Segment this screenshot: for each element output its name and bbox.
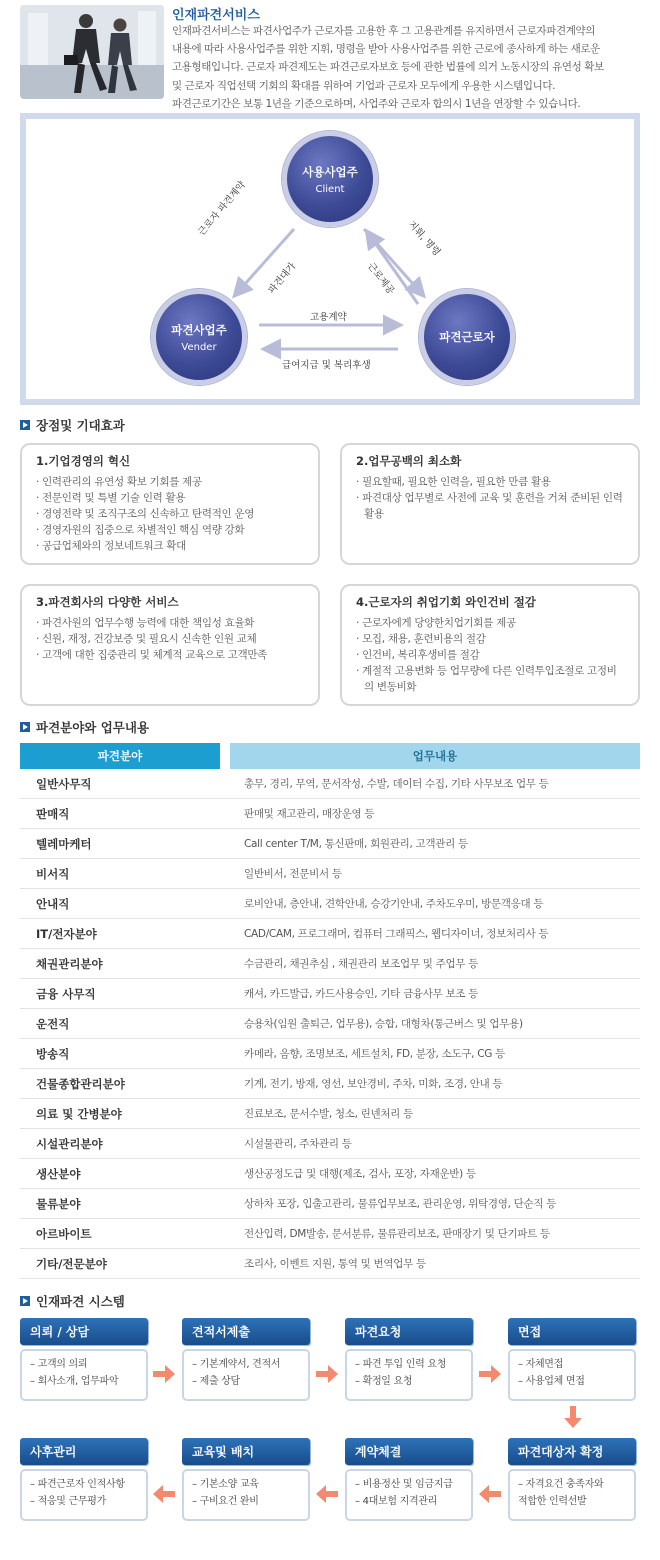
- process-step-line: – 4대보험 지격관리: [355, 1496, 438, 1507]
- duty-cell: 일반비서, 전문비서 등: [244, 868, 342, 880]
- benefit-item: · 전문인력 및 특별 기술 인력 활용: [36, 490, 304, 506]
- benefit-title: 2.업무공백의 최소화: [356, 454, 462, 468]
- benefit-item: · 파견사원의 업무수행 능력에 대한 책임성 효율화: [36, 615, 304, 631]
- duty-cell: 총무, 경리, 무역, 문서작성, 수발, 데이터 수집, 기타 사무보조 업무 등: [244, 778, 549, 790]
- duty-cell: 판매및 재고관리, 매장운영 등: [244, 808, 375, 820]
- process-step-line: – 확정일 요청: [355, 1376, 413, 1387]
- table-row: [20, 1039, 640, 1069]
- duty-cell: 생산공정도급 및 대행(제조, 검사, 포장, 자재운반) 등: [244, 1168, 476, 1180]
- process-step-line: – 파견근로자 인적사항: [30, 1479, 125, 1490]
- process-step-title: 계약체결: [345, 1438, 473, 1465]
- process-step-line: – 구비요건 완비: [192, 1496, 259, 1507]
- field-cell: 안내직: [36, 896, 70, 911]
- process-step: [182, 1318, 310, 1401]
- duty-cell: Call center T/M, 통신판매, 회원관리, 고객관리 등: [244, 838, 468, 850]
- table-row: [20, 949, 640, 979]
- fields-heading-text: 파견분야와 업무내용: [36, 720, 150, 735]
- field-cell: 텔레마케터: [36, 836, 92, 851]
- process-step: [182, 1438, 310, 1521]
- process-step-line: – 고객의 의뢰: [30, 1359, 88, 1370]
- benefit-box: [340, 584, 640, 706]
- process-step-line: – 제출 상담: [192, 1376, 240, 1387]
- intro-line: 파견근로기간은 보통 1년을 기준으로하며, 사업주와 근로자 합의시 1년을 연장할 수 있습니다.: [172, 97, 581, 110]
- vendor-english: Vender: [181, 341, 217, 353]
- duty-cell: 카메라, 음향, 조명보조, 세트설치, FD, 분장, 소도구, CG 등: [244, 1048, 505, 1060]
- wages-label: 급여지급 및 복리후생: [282, 360, 371, 371]
- employment-label: 고용계약: [310, 312, 347, 323]
- benefit-box: [340, 443, 640, 565]
- table-row: [20, 979, 640, 1009]
- labor-label: 근로제공: [364, 260, 397, 297]
- business-people-image: [20, 5, 164, 99]
- field-cell: 방송직: [36, 1046, 70, 1061]
- benefit-item: · 모집, 채용, 훈련비용의 절감: [356, 631, 624, 647]
- process-step-line: – 사용업체 면접: [518, 1376, 585, 1387]
- duty-cell: 상하차 포장, 입출고관리, 물류업무보조, 관리운영, 위탁경영, 단순직 등: [244, 1198, 557, 1210]
- intro-line: 고용형태입니다. 근로자 파견제도는 파견근로자보호 등에 관한 법률에 의거 노동시장의 유연성 확보: [172, 61, 604, 74]
- table-row: [20, 1099, 640, 1129]
- flow-arrow-icon: [477, 1361, 503, 1387]
- process-step-line: – 기본소양 교육: [192, 1479, 259, 1490]
- table-row: [20, 1189, 640, 1219]
- benefits-heading: [20, 416, 125, 434]
- benefit-item: · 신원, 재정, 건강보증 및 필요시 신속한 인원 교체: [36, 631, 304, 647]
- fields-table: [20, 743, 640, 1279]
- process-step-title: 교육및 배치: [182, 1438, 310, 1465]
- table-row: [20, 1009, 640, 1039]
- table-header: [20, 743, 640, 769]
- col-field-header: 파견분야: [20, 743, 220, 769]
- table-row: [20, 769, 640, 799]
- field-cell: 채권관리분야: [36, 956, 103, 971]
- process-step-body: [20, 1349, 148, 1401]
- process-step-line: – 파견 투입 인력 요청: [355, 1359, 447, 1370]
- process-step-body: [345, 1469, 473, 1521]
- benefit-item: · 경영자원의 집중으로 차별적인 핵심 역량 강화: [36, 522, 304, 538]
- command-label: 지휘, 명령: [405, 219, 443, 259]
- process-step-body: [20, 1469, 148, 1521]
- process-step: [20, 1318, 148, 1401]
- intro-line: 내용에 따라 사용사업주를 위한 지휘, 명령을 받아 사용사업주를 위한 근로에 종사하게 하는 새로운: [172, 43, 600, 56]
- field-cell: IT/전자분야: [36, 926, 97, 941]
- field-cell: 운전직: [36, 1016, 70, 1031]
- benefit-item: · 인력관리의 유연성 확보 기회를 제공: [36, 474, 304, 490]
- process-step-body: [508, 1349, 636, 1401]
- table-row: [20, 889, 640, 919]
- process-step: [20, 1438, 148, 1521]
- process-step-body: [182, 1349, 310, 1401]
- field-cell: 생산분야: [36, 1166, 81, 1181]
- benefit-item: · 경영전략 및 조직구조의 신속하고 탄력적인 운영: [36, 506, 304, 522]
- process-step-line: – 자격요건 충족자와: [518, 1479, 604, 1490]
- flow-arrow-icon: [314, 1481, 340, 1507]
- benefit-box: [20, 443, 320, 565]
- section-bullet-icon: [20, 722, 30, 732]
- benefit-item: · 근로자에게 당양한치업기회를 제공: [356, 615, 624, 631]
- process-step: [345, 1438, 473, 1521]
- process-step-title: 파견대상자 확정: [508, 1438, 636, 1465]
- duty-cell: CAD/CAM, 프로그래머, 컴퓨터 그래픽스, 웹디자이너, 정보처리사 등: [244, 928, 549, 940]
- worker-name: 파견근로자: [439, 330, 495, 344]
- field-cell: 건물종합관리분야: [36, 1076, 125, 1091]
- field-cell: 물류분야: [36, 1196, 81, 1211]
- fields-heading: [20, 718, 149, 736]
- process-step-body: [182, 1469, 310, 1521]
- duty-cell: 로비안내, 층안내, 견학안내, 승강기안내, 주차도우미, 방문객응대 등: [244, 898, 544, 910]
- duty-cell: 전산입력, DM발송, 문서분류, 물류관리보조, 판매장기 및 단기파트 등: [244, 1228, 550, 1240]
- table-row: [20, 1249, 640, 1279]
- field-cell: 비서직: [36, 866, 70, 881]
- duty-cell: 수금관리, 채권추심 , 채권관리 보조업무 및 주업무 등: [244, 958, 479, 970]
- table-row: [20, 1069, 640, 1099]
- worker-node: [419, 289, 515, 385]
- intro-line: 및 근로자 직업선택 기회의 확대를 위하여 기업과 근로자 모두에게 우용한 시스템입니다.: [172, 79, 556, 92]
- table-row: [20, 859, 640, 889]
- process-step-title: 면접: [508, 1318, 636, 1345]
- benefit-item: · 파견대상 업무별로 사전에 교육 및 훈련을 거쳐 준비된 인력활용: [356, 490, 624, 522]
- table-body: [20, 769, 640, 1279]
- duty-cell: 시설물관리, 주차관리 등: [244, 1138, 352, 1150]
- benefit-item: · 공급업체와의 정보네트워크 확대: [36, 538, 304, 554]
- process-step-line: – 기본계약서, 견적서: [192, 1359, 281, 1370]
- field-cell: 시설관리분야: [36, 1136, 103, 1151]
- table-row: [20, 1159, 640, 1189]
- process-step: [345, 1318, 473, 1401]
- system-heading: [20, 1292, 125, 1310]
- table-row: [20, 799, 640, 829]
- benefit-title: 3.파견회사의 다양한 서비스: [36, 595, 179, 609]
- vendor-name: 파견사업주: [171, 322, 227, 337]
- field-cell: 금융 사무직: [36, 986, 96, 1001]
- col-duty-header: 업무내용: [230, 743, 640, 769]
- dispatch-relationship-diagram: [20, 113, 640, 405]
- duty-cell: 캐셔, 카드발급, 카드사용승인, 기타 금융사무 보조 등: [244, 988, 479, 1000]
- table-row: [20, 919, 640, 949]
- flow-arrow-icon: [151, 1361, 177, 1387]
- benefit-item: · 고객에 대한 집중관리 및 체계적 교육으로 고객만족: [36, 647, 304, 663]
- benefit-title: 4.근로자의 취업기회 와인건비 절감: [356, 595, 536, 609]
- process-step-line: 적합한 인력선발: [518, 1496, 587, 1507]
- duty-cell: 승용차(임원 출퇴근, 업무용), 승합, 대형차(통근버스 및 업무용): [244, 1018, 523, 1030]
- duty-cell: 진료보조, 문서수발, 청소, 린넨처리 등: [244, 1108, 413, 1120]
- client-name: 사용사업주: [302, 164, 358, 179]
- process-step: [508, 1318, 636, 1401]
- benefits-heading-text: 장점및 기대효과: [36, 418, 125, 433]
- flow-arrow-icon: [560, 1404, 586, 1430]
- system-heading-text: 인재파견 시스템: [36, 1294, 125, 1309]
- duty-cell: 조리사, 이벤트 지원, 통역 및 번역업무 등: [244, 1258, 426, 1270]
- table-row: [20, 1129, 640, 1159]
- field-cell: 아르바이트: [36, 1226, 92, 1241]
- intro-photo: [20, 5, 164, 99]
- process-step-line: – 비용정산 및 임금지급: [355, 1479, 453, 1490]
- process-step-body: [345, 1349, 473, 1401]
- process-step-line: – 자체면접: [518, 1359, 564, 1370]
- process-step-line: – 회사소개, 업무파악: [30, 1376, 119, 1387]
- flow-arrow-icon: [477, 1481, 503, 1507]
- intro-line: 인재파견서비스는 파견사업주가 근로자를 고용한 후 그 고용관계를 유지하면서 근로자파견계약의: [172, 25, 595, 37]
- benefit-item: · 필요할때, 필요한 인력을, 필요한 만큼 활용: [356, 474, 624, 490]
- table-row: [20, 829, 640, 859]
- field-cell: 의료 및 간병분야: [36, 1106, 122, 1121]
- flow-arrow-icon: [314, 1361, 340, 1387]
- intro-title: 인재파견서비스: [172, 8, 260, 23]
- process-step-body: [508, 1469, 636, 1521]
- benefit-title: 1.기업경영의 혁신: [36, 454, 131, 468]
- process-step-line: – 적응및 근무평가: [30, 1496, 106, 1507]
- benefit-item: · 인건비, 복리후생비를 절감: [356, 647, 624, 663]
- dispatch-fee-label: 파견대가: [266, 260, 299, 296]
- field-cell: 일반사무직: [36, 776, 92, 791]
- field-cell: 기타/전문분야: [36, 1256, 107, 1271]
- process-step-title: 의뢰 / 상담: [20, 1318, 148, 1345]
- process-step-title: 견적서제출: [182, 1318, 310, 1345]
- client-english: Client: [315, 183, 345, 195]
- section-bullet-icon: [20, 1296, 30, 1306]
- benefit-item: · 계절적 고용변화 등 업무량에 다른 인력투입조절로 고정비의 변동비화: [356, 663, 624, 695]
- process-step-title: 파견요청: [345, 1318, 473, 1345]
- flow-arrow-icon: [151, 1481, 177, 1507]
- benefit-box: [20, 584, 320, 706]
- contract-label: 근로자 파견계약: [196, 179, 248, 238]
- section-bullet-icon: [20, 420, 30, 430]
- duty-cell: 기계, 전기, 방재, 영선, 보안경비, 주차, 미화, 조경, 안내 등: [244, 1078, 503, 1090]
- client-node: [282, 131, 378, 227]
- vendor-node: [151, 289, 247, 385]
- table-row: [20, 1219, 640, 1249]
- process-step-title: 사후관리: [20, 1438, 148, 1465]
- process-step: [508, 1438, 636, 1521]
- intro-description: [172, 22, 642, 113]
- field-cell: 판매직: [36, 806, 70, 821]
